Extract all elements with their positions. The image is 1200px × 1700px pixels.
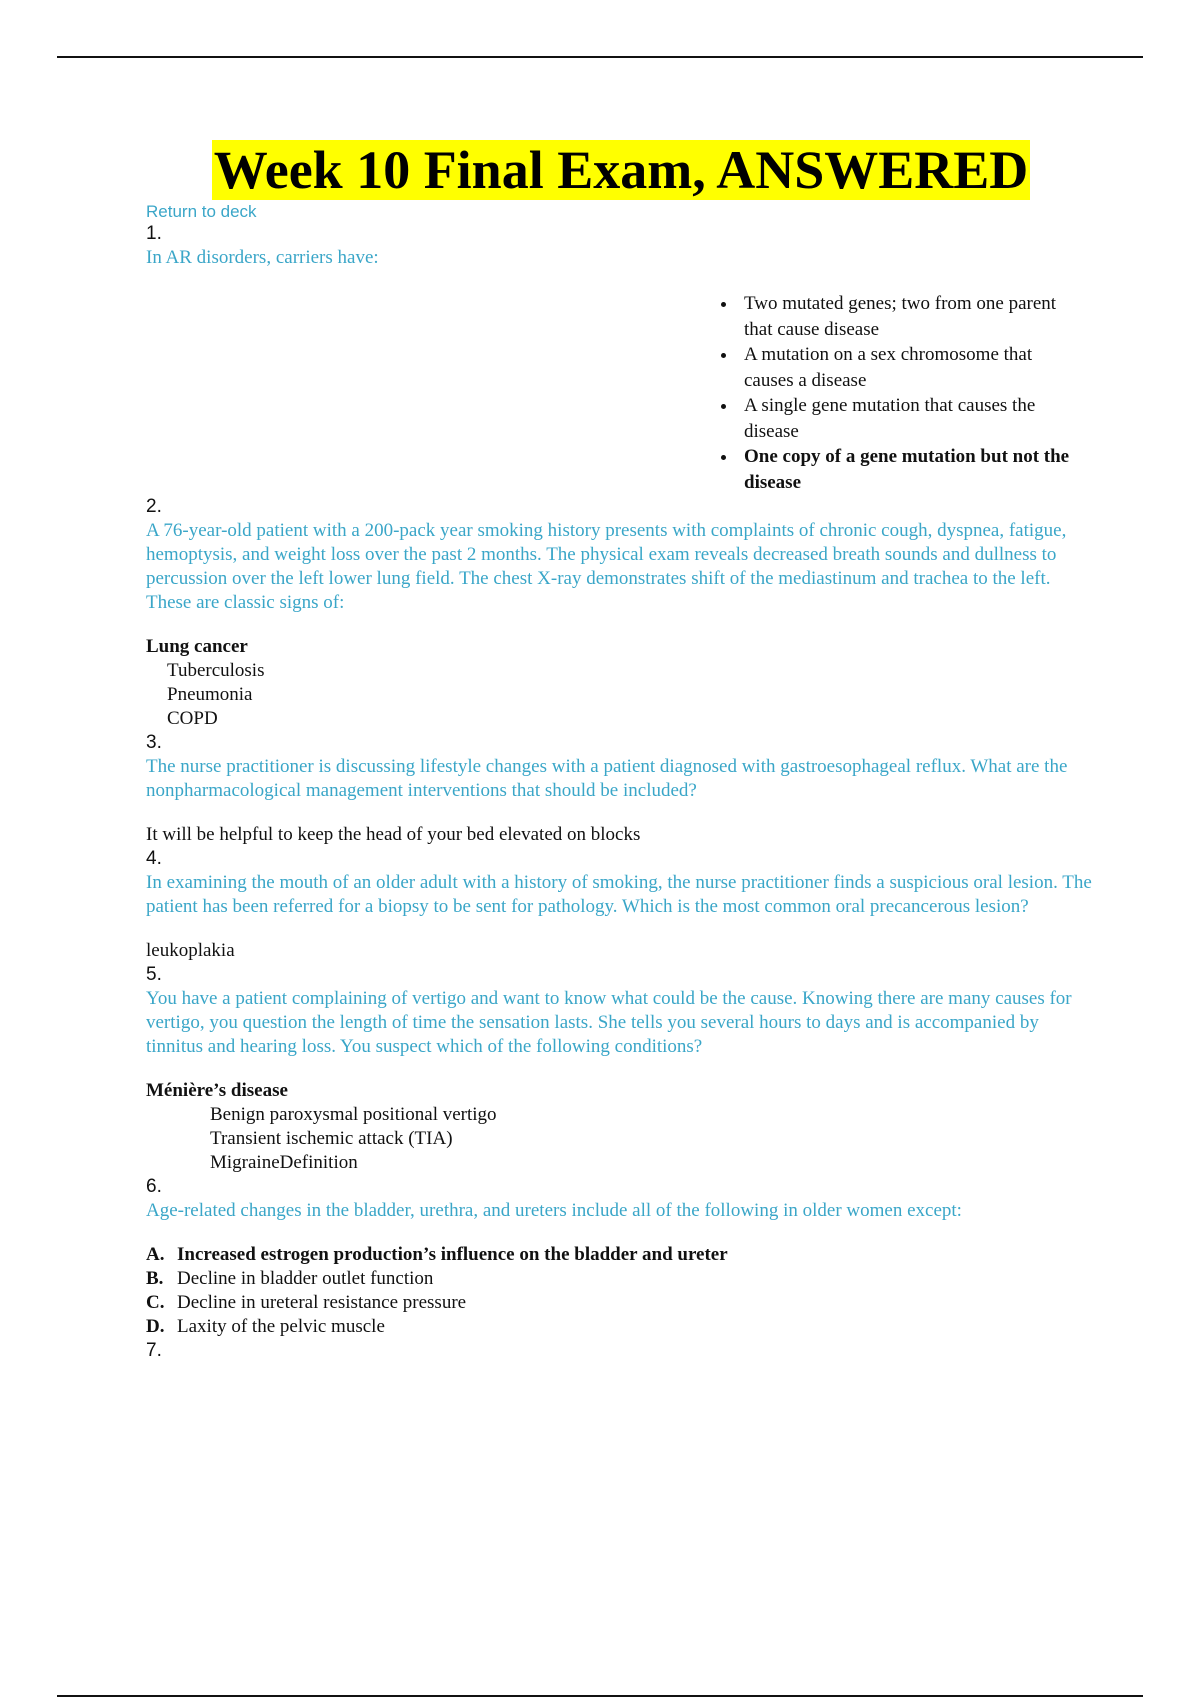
- question-number: 7.: [146, 1340, 162, 1361]
- answer-option: • A single gene mutation that causes the disease: [738, 393, 1086, 444]
- question-number: 3.: [146, 732, 162, 753]
- question-number: 6.: [146, 1176, 162, 1197]
- question-1: [146, 222, 1096, 495]
- option-letter: B.: [146, 1268, 164, 1289]
- option-letter: D.: [146, 1316, 165, 1337]
- correct-answer: Ménière’s disease: [146, 1080, 288, 1101]
- option-letter: C.: [146, 1292, 165, 1313]
- question-number: 2.: [146, 496, 162, 517]
- option-text: Increased estrogen production’s influence on the bladder and ureter: [177, 1244, 728, 1265]
- answer-option: MigraineDefinition: [210, 1152, 358, 1173]
- correct-answer: leukoplakia: [146, 940, 235, 961]
- answer-option: COPD: [167, 708, 218, 729]
- question-prompt: You have a patient complaining of vertigo and want to know what could be the cause. Knowing there are many causes for vertigo, you question the length of time the sensation lasts. She tells you several hours to days and is accompanied by tinnitus and hearing loss. You suspect which of the following conditions?: [146, 988, 1072, 1057]
- question-prompt: A 76-year-old patient with a 200-pack year smoking history presents with complaints of chronic cough, dyspnea, fatigue, hemoptysis, and weight loss over the past 2 months. The physical exam reveals decreased breath sounds and dullness to percussion over the left lower lung field. The chest X-ray demonstrates shift of the mediastinum and trachea to the left. These are classic signs of:: [146, 520, 1067, 613]
- correct-answer: Lung cancer: [146, 636, 248, 657]
- bottom-rule: [57, 1695, 1143, 1697]
- question-number: 5.: [146, 964, 162, 985]
- question-prompt: In AR disorders, carriers have:: [146, 247, 379, 268]
- answer-option: Transient ischemic attack (TIA): [210, 1128, 453, 1149]
- option-letter: A.: [146, 1244, 165, 1265]
- title-wrap: [146, 140, 1096, 200]
- option-text: Decline in bladder outlet function: [177, 1268, 434, 1289]
- question-prompt: Age-related changes in the bladder, urethra, and ureters include all of the following in older women except:: [146, 1200, 962, 1221]
- top-rule: [57, 56, 1143, 58]
- answer-options: [706, 291, 1086, 495]
- question-prompt: The nurse practitioner is discussing lifestyle changes with a patient diagnosed with gastroesophageal reflux. What are the nonpharmacological management interventions that should be included?: [146, 756, 1068, 801]
- option-text: Laxity of the pelvic muscle: [177, 1316, 385, 1337]
- answer-option: Tuberculosis: [167, 660, 265, 681]
- answer-option: • A mutation on a sex chromosome that causes a disease: [738, 342, 1086, 393]
- question-number: 1.: [146, 223, 162, 244]
- answer-option: Benign paroxysmal positional vertigo: [210, 1104, 497, 1125]
- correct-answer-option: [146, 1243, 1096, 1267]
- question-5: [146, 963, 1096, 1175]
- answer-option: [146, 1291, 1096, 1315]
- answer-option: Pneumonia: [167, 684, 253, 705]
- option-text: Decline in ureteral resistance pressure: [177, 1292, 467, 1313]
- correct-answer: It will be helpful to keep the head of your bed elevated on blocks: [146, 824, 641, 845]
- question-number: 4.: [146, 848, 162, 869]
- question-4: [146, 847, 1096, 963]
- answer-option: [146, 1315, 1096, 1339]
- return-to-deck-link[interactable]: Return to deck: [146, 202, 257, 221]
- question-2: [146, 495, 1096, 731]
- question-3: [146, 731, 1096, 847]
- answer-option: • Two mutated genes; two from one parent that cause disease: [738, 291, 1086, 342]
- answer-option: [146, 1267, 1096, 1291]
- question-prompt: In examining the mouth of an older adult with a history of smoking, the nurse practitioner finds a suspicious oral lesion. The patient has been referred for a biopsy to be sent for pathology. Which is the most common oral precancerous lesion?: [146, 872, 1092, 917]
- correct-answer-option: • One copy of a gene mutation but not the disease: [738, 444, 1086, 495]
- page-title: Week 10 Final Exam, ANSWERED: [213, 140, 1029, 200]
- question-6: [146, 1175, 1096, 1339]
- question-7: [146, 1339, 1096, 1363]
- exam-document: [146, 140, 1096, 1363]
